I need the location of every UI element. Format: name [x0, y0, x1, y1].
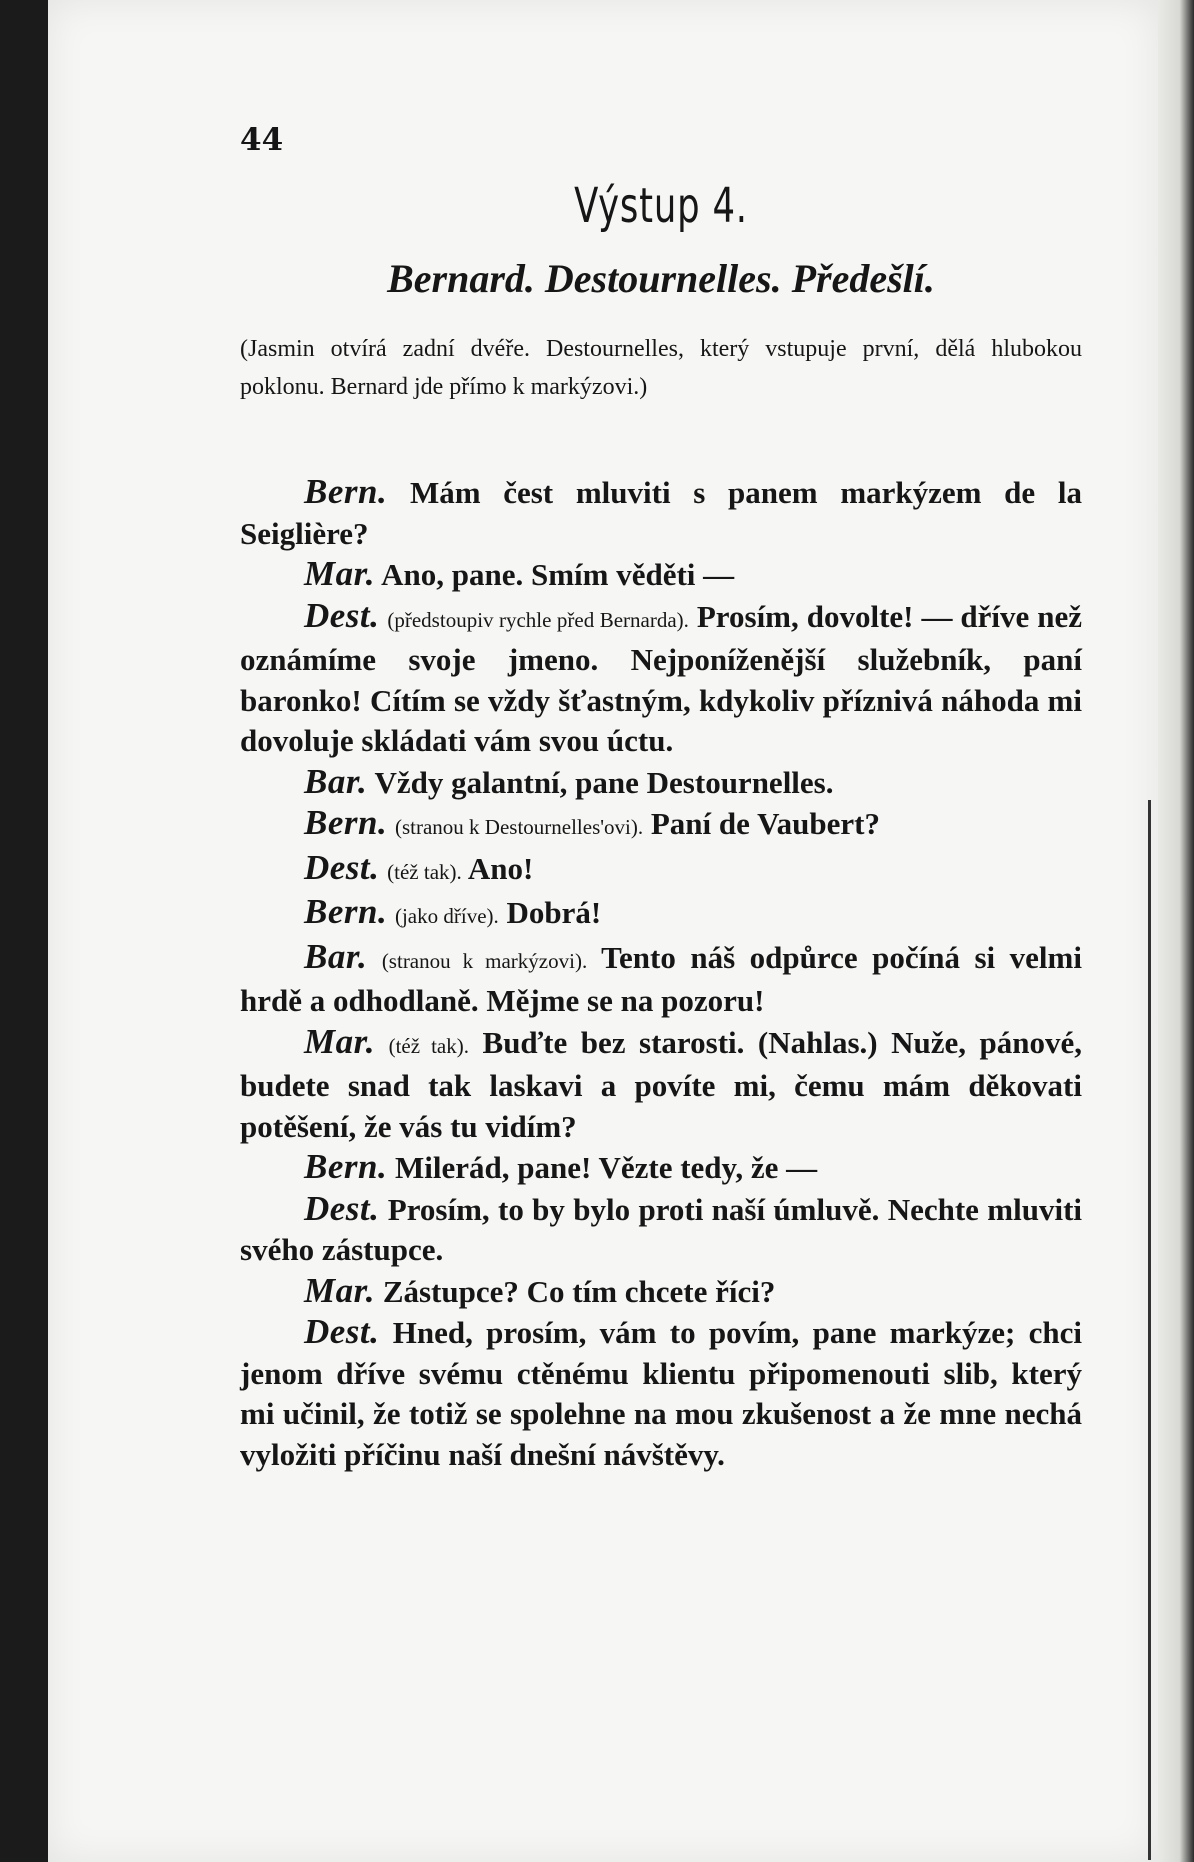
dialogue-line — [240, 848, 1082, 893]
dialogue — [240, 472, 1082, 1475]
line-text: Ano! — [467, 850, 534, 886]
line-text: Vždy galantní, pane Destournelles. — [374, 764, 834, 800]
line-text: Prosím, to by bylo proti naší úmluvě. Nechte mluviti svého zástupce. — [240, 1191, 1083, 1267]
line-text: Mám čest mluviti s panem markýzem de la Seiglière? — [240, 475, 1083, 551]
line-text: Prosím, dovolte! — dříve než oznámíme svoje jmeno. Nejponíženější služebník, paní baronko! Cítím se vždy šťastným, kdykoliv příznivá náhoda mi dovoluje skládati vám svou úctu. — [240, 598, 1083, 758]
line-text: Dobrá! — [506, 895, 602, 930]
dialogue-line — [240, 554, 1082, 596]
speaker: Mar. — [304, 554, 376, 593]
aside: (též tak). — [387, 859, 462, 884]
dialogue-line — [240, 1189, 1082, 1271]
dialogue-line — [240, 1022, 1082, 1148]
dialogue-line — [240, 472, 1082, 554]
speaker: Dest. — [304, 1312, 380, 1351]
characters-heading: Bernard. Destournelles. Předešlí. — [387, 256, 935, 301]
dialogue-line — [240, 762, 1082, 804]
speaker: Bern. — [304, 803, 388, 842]
dialogue-line — [240, 596, 1082, 762]
aside: (předstoupiv rychle před Bernarda). — [387, 607, 689, 632]
line-text: Paní de Vaubert? — [650, 806, 880, 841]
aside: (též tak). — [388, 1033, 469, 1058]
page-number: 44 — [240, 122, 284, 158]
dialogue-line — [240, 1271, 1082, 1313]
binding-edge — [1148, 800, 1151, 1860]
speaker: Dest. — [304, 595, 380, 635]
dialogue-line — [240, 937, 1082, 1022]
dialogue-line — [240, 892, 1082, 937]
line-text: Ano, pane. Smím věděti — — [381, 557, 735, 592]
speaker: Dest. — [304, 847, 380, 887]
stage-direction: (Jasmin otvírá zadní dvéře. Destournelles, který vstupuje první, dělá hlubokou poklonu. Bernard jde přímo k markýzovi.) — [240, 336, 1082, 400]
speaker: Mar. — [304, 1021, 376, 1061]
speaker: Dest. — [304, 1188, 380, 1228]
page-edge-strip — [1158, 0, 1194, 1862]
aside: (jako dříve). — [394, 904, 499, 928]
dialogue-line — [240, 803, 1082, 848]
dialogue-line — [240, 1312, 1082, 1475]
aside: (stranou k markýzovi). — [381, 948, 588, 973]
line-text: Zástupce? Co tím chcete říci? — [382, 1273, 776, 1309]
speaker: Bar. — [304, 936, 368, 976]
line-text: Milerád, pane! Vězte tedy, že — — [394, 1150, 818, 1185]
speaker: Bar. — [304, 761, 368, 801]
speaker: Bern. — [304, 892, 388, 931]
speaker: Mar. — [304, 1270, 376, 1310]
scene-title: Výstup 4. — [574, 178, 748, 234]
line-text: Buďte bez starosti. (Nahlas.) Nuže, pánové, budete snad tak laskavi a povíte mi, čemu mám děkovati potěšení, že vás tu vidím? — [240, 1024, 1083, 1144]
dialogue-line — [240, 1147, 1082, 1189]
line-text: Hned, prosím, vám to povím, pane markýze; chci jenom dříve svému ctěnému klientu připomenouti slib, který mi učinil, že totiž se spolehne na mou zkušenost a že mne nechá vyložiti příčinu naší dnešní návštěvy. — [240, 1315, 1082, 1472]
line-text: Tento náš odpůrce počíná si velmi hrdě a odhodlaně. Mějme se na pozoru! — [240, 939, 1082, 1018]
speaker: Bern. — [304, 472, 388, 511]
aside: (stranou k Destournelles'ovi). — [394, 815, 644, 839]
speaker: Bern. — [304, 1147, 388, 1186]
